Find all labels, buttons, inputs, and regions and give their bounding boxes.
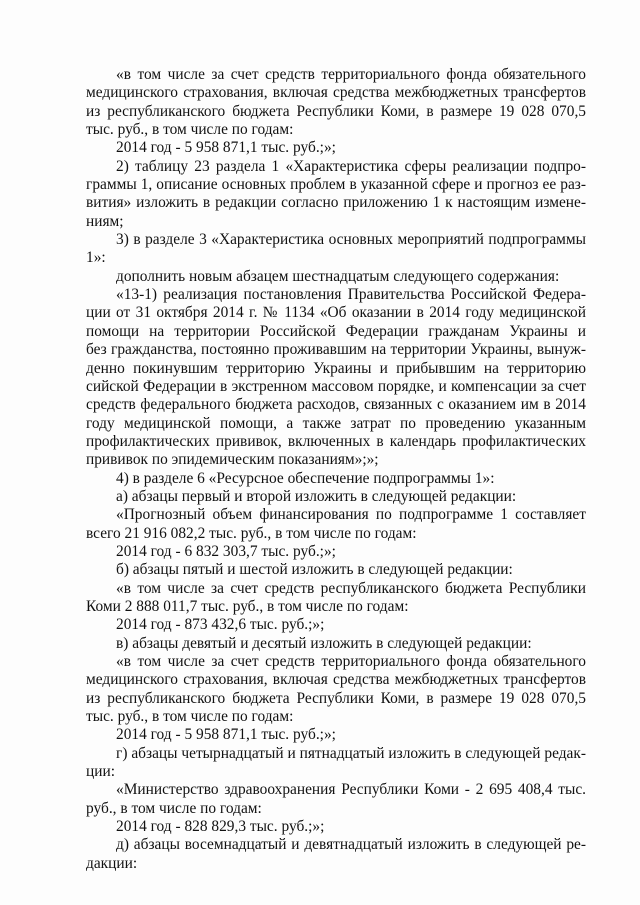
document-line: 2014 год - 6 832 303,7 тыс. руб.;»; xyxy=(116,542,336,560)
document-line: ниям; xyxy=(86,212,124,230)
document-line: из республиканского бюджета Республики Коми, в размере 19 028 070,5 xyxy=(86,689,586,707)
document-line: году медицинской помощи, а также затрат по проведению указанным xyxy=(86,414,586,432)
document-line: дополнить новым абзацем шестнадцатым следующего содержания: xyxy=(116,267,560,285)
document-line: денно покинувшим территорию Украины и прибывшим на территорию xyxy=(86,359,586,377)
document-line: без гражданства, постоянно проживавшим на территории Украины, вынуж- xyxy=(86,341,586,359)
document-line: вития» изложить в редакции согласно приложению 1 к настоящим измене- xyxy=(86,194,586,212)
document-line: сийской Федерации в экстренном массовом порядке, и компенсации за счет xyxy=(86,377,586,395)
document-line: средств федерального бюджета расходов, связанных с оказанием им в 2014 xyxy=(86,396,586,414)
document-line: б) абзацы пятый и шестой изложить в следующей редакции: xyxy=(116,561,513,579)
document-line: 2) таблицу 23 раздела 1 «Характеристика сферы реализации подпро- xyxy=(116,157,586,175)
document-line: в) абзацы девятый и десятый изложить в следующей редакции: xyxy=(116,634,532,652)
document-line: д) абзацы восемнадцатый и девятнадцатый изложить в следующей ре- xyxy=(116,836,586,854)
document-line: медицинского страхования, включая средства межбюджетных трансфертов xyxy=(86,84,586,102)
document-line: руб., в том числе по годам: xyxy=(86,799,262,817)
document-line: 2014 год - 873 432,6 тыс. руб.;»; xyxy=(116,616,325,634)
document-line: 4) в разделе 6 «Ресурсное обеспечение подпрограммы 1»: xyxy=(116,469,495,487)
document-line: ции: xyxy=(86,763,115,781)
document-line: 2014 год - 5 958 871,1 тыс. руб.;»; xyxy=(116,726,336,744)
document-line: 1»: xyxy=(86,249,106,267)
document-line: а) абзацы первый и второй изложить в следующей редакции: xyxy=(116,487,517,505)
document-line: тыс. руб., в том числе по годам: xyxy=(86,121,294,139)
document-line: Коми 2 888 011,7 тыс. руб., в том числе по годам: xyxy=(86,597,409,615)
document-line: «в том числе за счет средств территориального фонда обязательного xyxy=(116,66,586,83)
document-line: граммы 1, описание основных проблем в указанной сфере и прогноз ее раз- xyxy=(86,176,586,194)
document-line: профилактических прививок, включенных в календарь профилактических xyxy=(86,432,586,450)
document-line: «Прогнозный объем финансирования по подпрограмме 1 составляет xyxy=(116,506,586,524)
document-line: 3) в разделе 3 «Характеристика основных мероприятий подпрограммы xyxy=(116,231,586,249)
document-line: прививок по эпидемическим показаниям»;»; xyxy=(86,451,379,469)
document-line: «в том числе за счет средств республиканского бюджета Республики xyxy=(116,579,586,597)
document-line: помощи на территории Российской Федерации гражданам Украины и xyxy=(86,322,586,340)
document-line: дакции: xyxy=(86,854,138,872)
document-line: всего 21 916 082,2 тыс. руб., в том числе по годам: xyxy=(86,524,417,542)
document-line: ции от 31 октября 2014 г. № 1134 «Об оказании в 2014 году медицинской xyxy=(86,304,586,322)
document-line: из республиканского бюджета Республики Коми, в размере 19 028 070,5 xyxy=(86,102,586,120)
document-line: 2014 год - 5 958 871,1 тыс. руб.;»; xyxy=(116,139,336,157)
document-line: «в том числе за счет средств территориального фонда обязательного xyxy=(116,653,586,670)
document-line: г) абзацы четырнадцатый и пятнадцатый изложить в следующей редак- xyxy=(116,744,586,762)
document-line: медицинского страхования, включая средства межбюджетных трансфертов xyxy=(86,671,586,689)
document-line: 2014 год - 828 829,3 тыс. руб.;»; xyxy=(116,818,325,836)
document-line: тыс. руб., в том числе по годам: xyxy=(86,708,294,726)
document-line: «Министерство здравоохранения Республики Коми - 2 695 408,4 тыс. xyxy=(116,781,586,799)
document-line: «13-1) реализация постановления Правительства Российской Федера- xyxy=(116,286,586,304)
document-body xyxy=(86,66,586,873)
